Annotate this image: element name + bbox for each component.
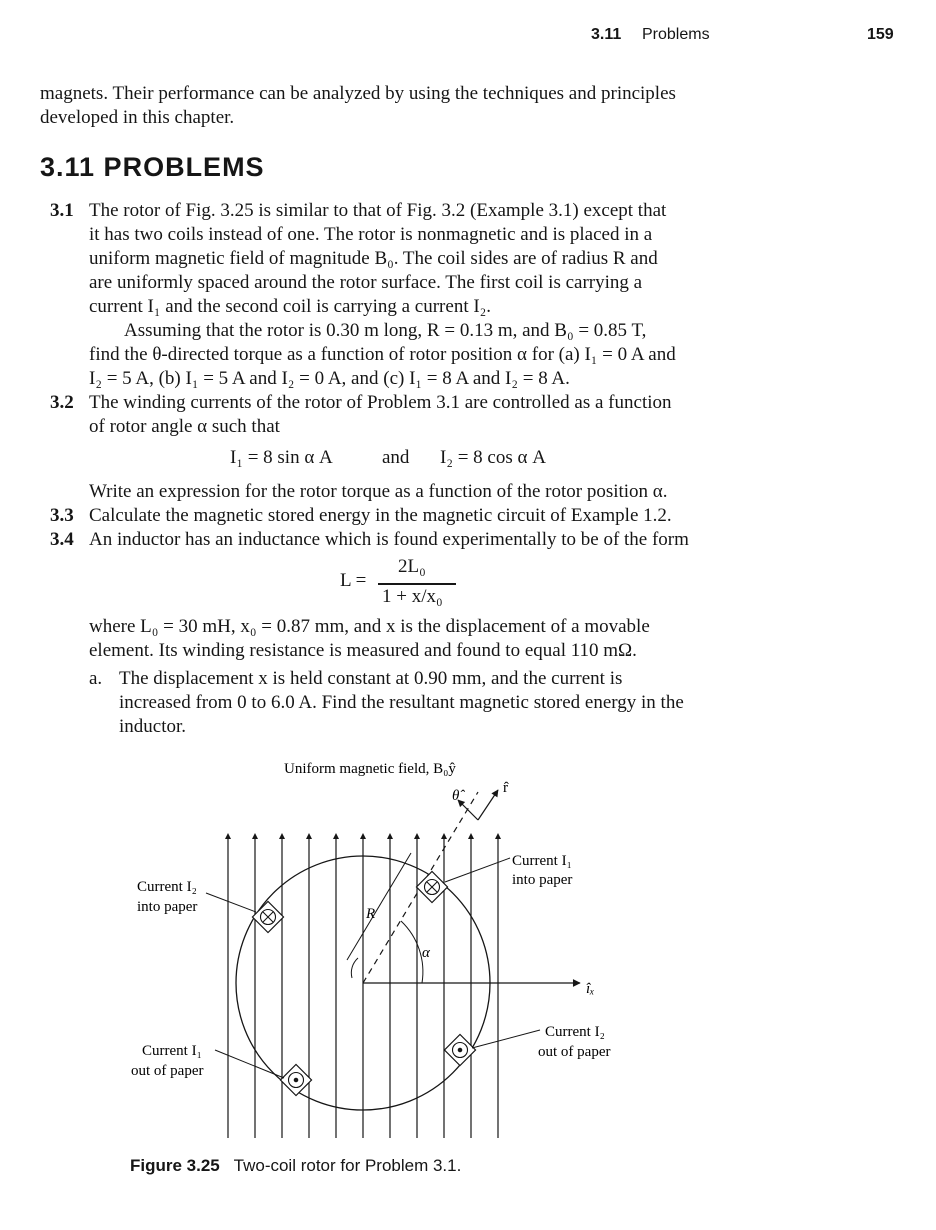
problem-number-3-1: 3.1 bbox=[50, 200, 74, 221]
problem-3-2-line: of rotor angle α such that bbox=[89, 416, 280, 437]
page-number: 159 bbox=[867, 26, 894, 43]
radius-curl bbox=[351, 958, 358, 978]
theta-label: θ̂ bbox=[452, 788, 460, 804]
problem-3-1-line: The rotor of Fig. 3.25 is similar to that of Fig. 3.2 (Example 3.1) except that bbox=[89, 200, 667, 221]
problem-3-4-where-line: where L₀ = 30 mH, x₀ = 0.87 mm, and x is the displacement of a movable bbox=[89, 616, 650, 637]
problem-3-4-where-line: element. Its winding resistance is measured and found to equal 110 mΩ. bbox=[89, 640, 637, 661]
running-head-section-number: 3.11 bbox=[591, 26, 622, 43]
problem-3-4-text: An inductor has an inductance which is found experimentally to be of the form bbox=[89, 529, 689, 550]
leader-i2-out bbox=[472, 1030, 540, 1048]
field-label: Uniform magnetic field, B₀ŷ bbox=[284, 761, 456, 777]
part-a-line: increased from 0 to 6.0 A. Find the resultant magnetic stored energy in the bbox=[119, 692, 684, 713]
r-label: r̂ bbox=[503, 780, 508, 796]
problem-3-1-line: uniform magnetic field of magnitude B₀. The coil sides are of radius R and bbox=[89, 248, 658, 269]
field-lines bbox=[228, 836, 498, 1138]
running-head-section-name: Problems bbox=[642, 26, 710, 43]
problem-3-1-line: current I₁ and the second coil is carrying a current I₂. bbox=[89, 296, 492, 317]
part-a-line: inductor. bbox=[119, 716, 187, 737]
problem-number-3-2: 3.2 bbox=[50, 392, 74, 413]
r-unit-vector bbox=[478, 790, 498, 820]
problem-number-3-4: 3.4 bbox=[50, 529, 74, 550]
radius-dimension-line bbox=[347, 853, 411, 960]
leader-i1-into bbox=[445, 858, 510, 882]
problem-3-1-line: Assuming that the rotor is 0.30 m long, R = 0.13 m, and B₀ = 0.85 T, bbox=[124, 320, 647, 341]
coil-i1-into bbox=[416, 871, 447, 902]
intro-line-2: developed in this chapter. bbox=[40, 107, 235, 128]
equation-l-lhs: L = bbox=[340, 570, 367, 591]
leader-i2-into bbox=[206, 893, 256, 912]
coil-i2-into bbox=[252, 901, 283, 932]
part-a-label: a. bbox=[89, 668, 103, 689]
problem-3-1-line: find the θ-directed torque as a function of rotor position α for (a) I₁ = 0 A and bbox=[89, 344, 676, 365]
equation-i2: I₂ = 8 cos α A bbox=[440, 447, 546, 468]
figure-caption bbox=[130, 1156, 461, 1176]
problem-3-1-line: are uniformly spaced around the rotor surface. The first coil is carrying a bbox=[89, 272, 643, 293]
current-i2-into-line1: Current I₂ bbox=[137, 879, 197, 895]
equation-denominator: 1 + x/x₀ bbox=[382, 586, 443, 607]
equation-numerator: 2L₀ bbox=[398, 556, 426, 577]
current-i2-out-line2: out of paper bbox=[538, 1044, 611, 1060]
current-i1-out-line2: out of paper bbox=[131, 1063, 204, 1079]
problem-3-1-line: it has two coils instead of one. The rotor is nonmagnetic and is placed in a bbox=[89, 224, 653, 245]
figure-3-25 bbox=[0, 740, 936, 1150]
radius-label: R bbox=[366, 906, 376, 922]
problem-3-1-line: I₂ = 5 A, (b) I₁ = 5 A and I₂ = 0 A, and (c) I₁ = 8 A and I₂ = 8 A. bbox=[89, 368, 570, 389]
current-i1-into-line1: Current I₁ bbox=[512, 853, 572, 869]
current-i1-out-line1: Current I₁ bbox=[142, 1043, 202, 1059]
fraction-bar bbox=[378, 583, 456, 585]
problem-3-3-text: Calculate the magnetic stored energy in the magnetic circuit of Example 1.2. bbox=[89, 505, 672, 526]
leader-lines bbox=[206, 858, 540, 1078]
intro-line-1: magnets. Their performance can be analyzed by using the techniques and principles bbox=[40, 83, 676, 104]
theta-unit-vector bbox=[458, 800, 478, 820]
x-axis-label: îₓ bbox=[586, 981, 595, 997]
caption-text: Two-coil rotor for Problem 3.1. bbox=[233, 1156, 462, 1175]
coil-i1-out bbox=[280, 1064, 311, 1095]
leader-i1-out bbox=[215, 1050, 284, 1078]
current-i2-into-line2: into paper bbox=[137, 899, 198, 915]
part-a-line: The displacement x is held constant at 0.90 mm, and the current is bbox=[119, 668, 623, 689]
alpha-label: α bbox=[422, 945, 430, 961]
caption-label: Figure 3.25 bbox=[130, 1156, 220, 1175]
section-heading: 3.11 PROBLEMS bbox=[40, 152, 265, 182]
equation-i1: I₁ = 8 sin α A bbox=[230, 447, 333, 468]
problem-3-2-line: The winding currents of the rotor of Problem 3.1 are controlled as a function bbox=[89, 392, 672, 413]
alpha-arc bbox=[401, 921, 423, 983]
current-i1-into-line2: into paper bbox=[512, 872, 573, 888]
current-i2-out-line1: Current I₂ bbox=[545, 1024, 605, 1040]
equation-and: and bbox=[382, 447, 410, 468]
problem-3-2-after: Write an expression for the rotor torque as a function of the rotor position α. bbox=[89, 481, 668, 502]
problem-number-3-3: 3.3 bbox=[50, 505, 74, 526]
